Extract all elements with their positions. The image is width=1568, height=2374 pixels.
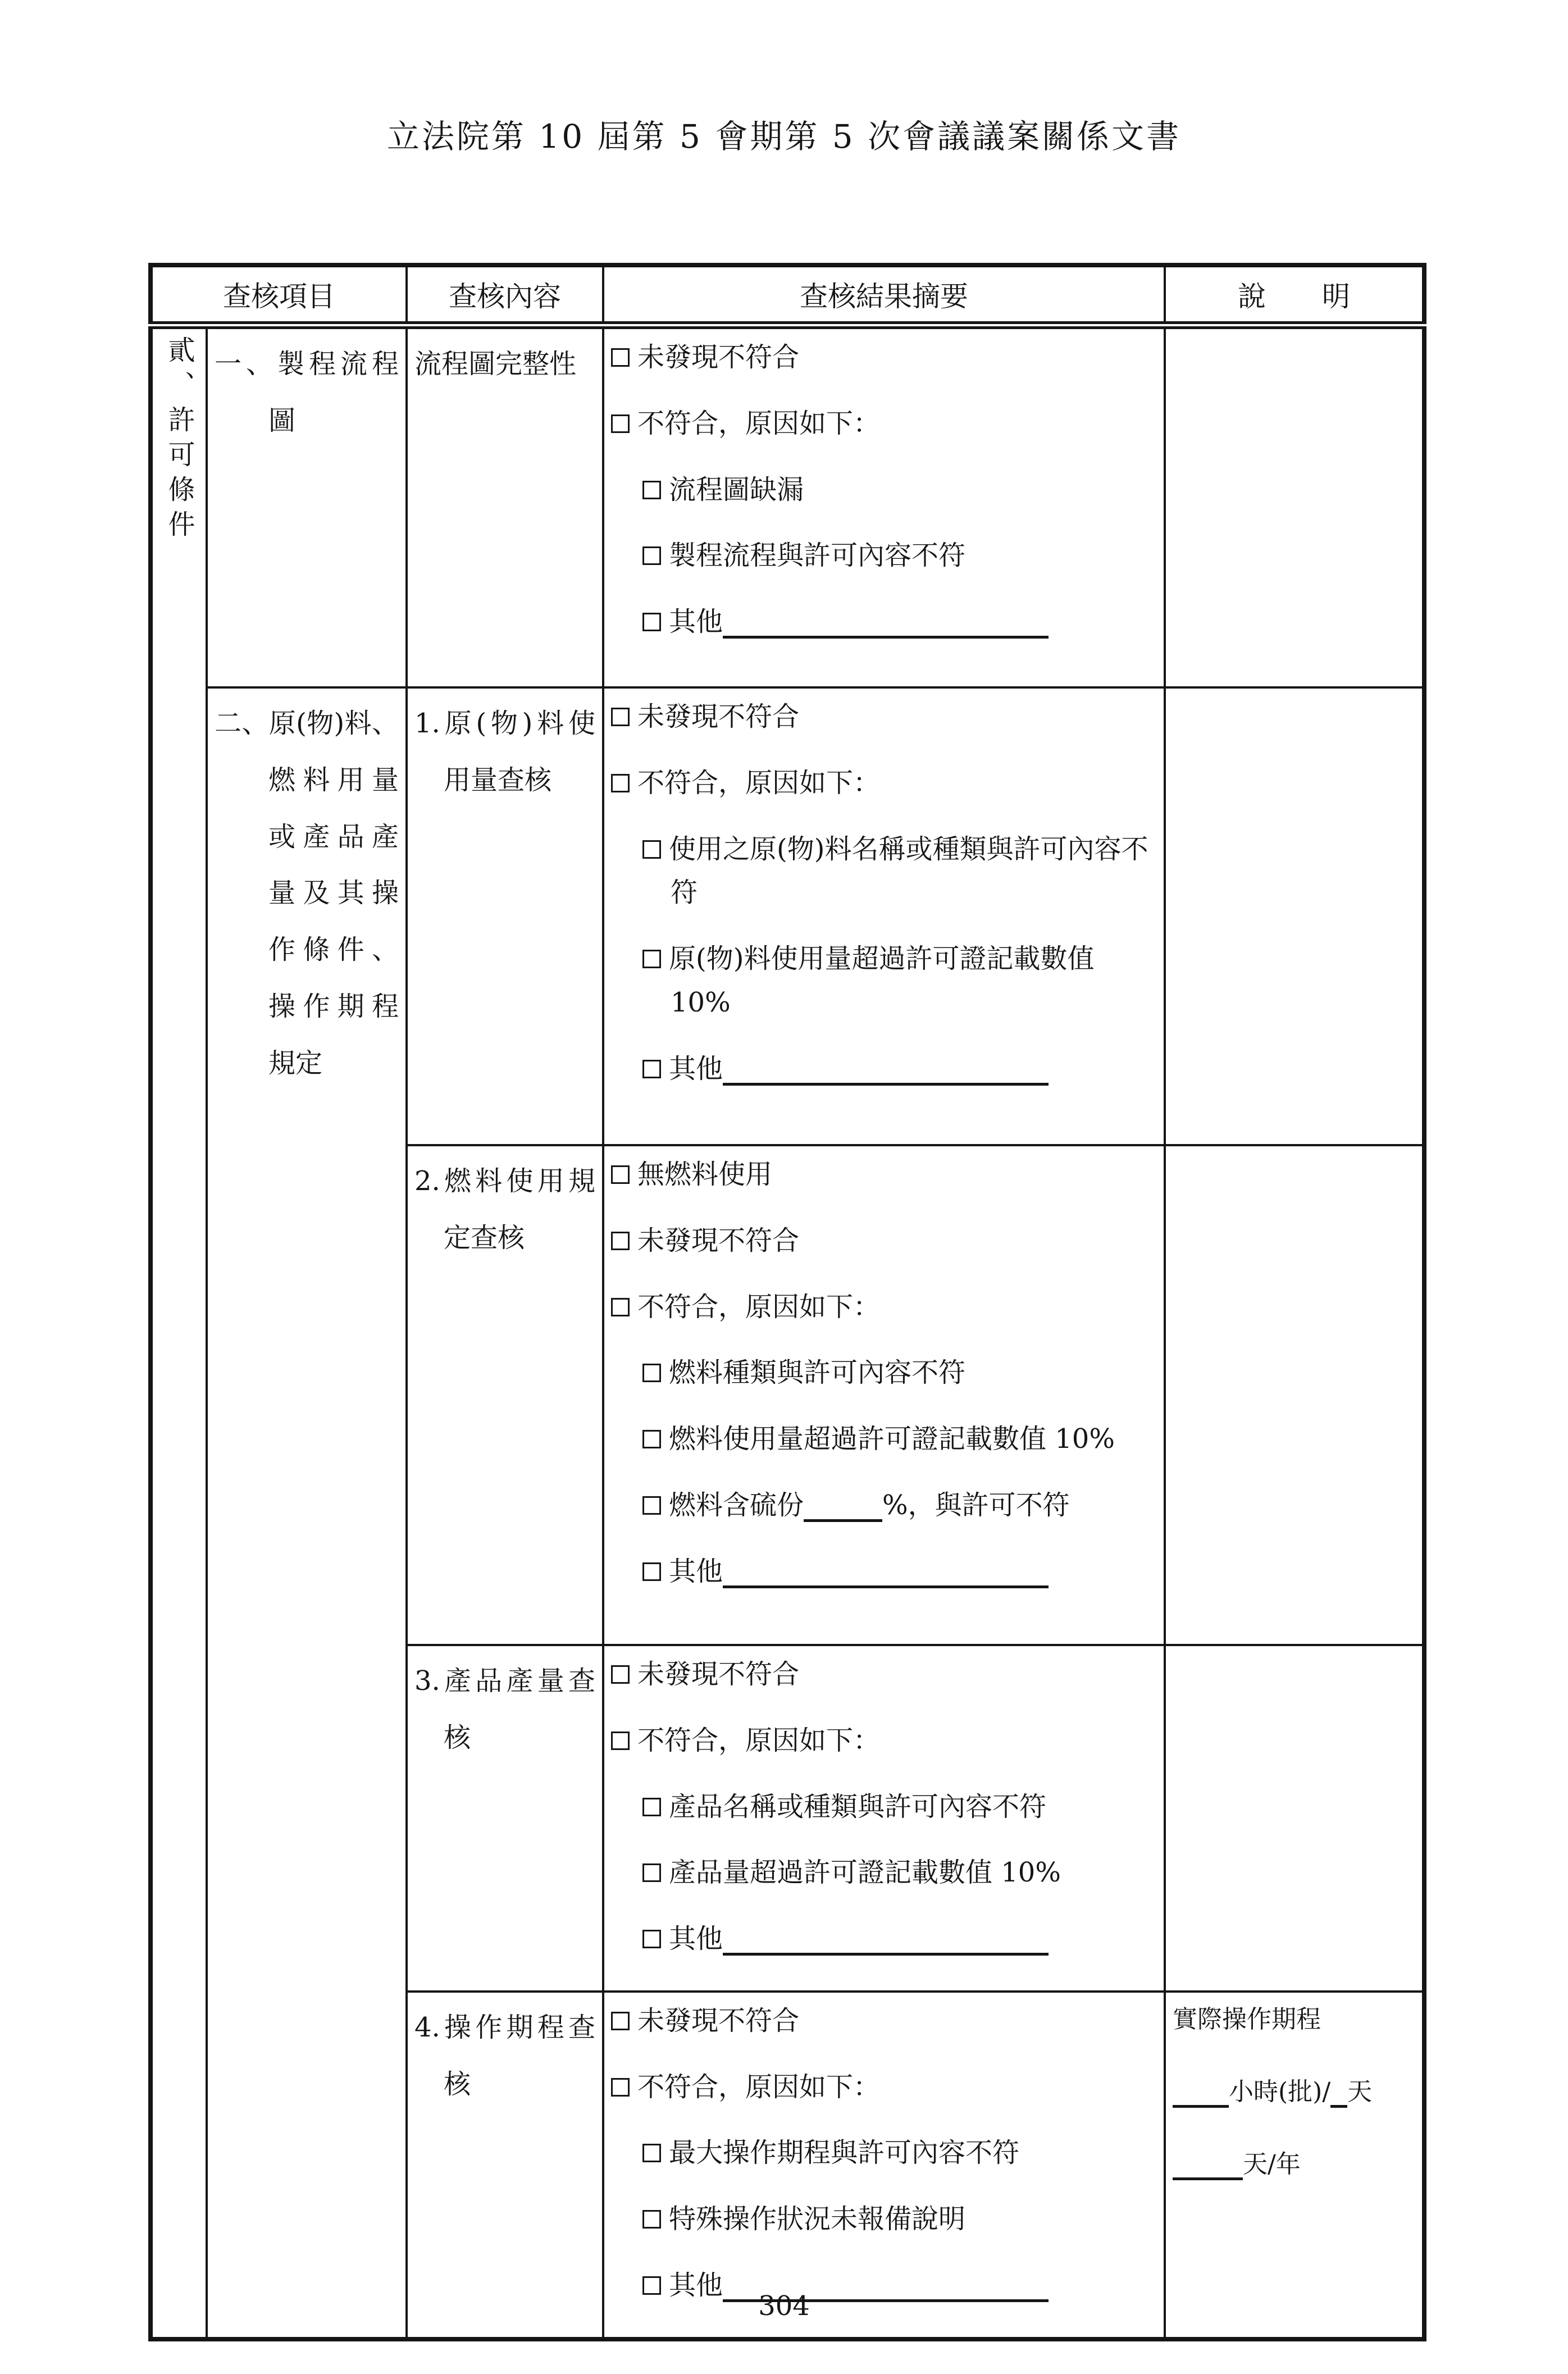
checkbox-icon <box>642 1562 661 1581</box>
checklist-item <box>611 695 1157 739</box>
checklist-text: 無燃料使用 <box>637 1159 773 1190</box>
checklist-text: 不符合，原因如下： <box>637 767 881 799</box>
checklist-item <box>611 1999 1157 2043</box>
checklist-text: 其他 <box>669 1923 723 1954</box>
checklist-item <box>611 762 1157 805</box>
checklist-text: 使用之原(物)料名稱或種類與許可內容不符 <box>669 833 1148 909</box>
fill-in-blank <box>1173 2151 1243 2180</box>
checklist-item <box>611 336 1157 380</box>
checklist-item <box>642 1785 1157 1829</box>
checklist-text: 產品量超過許可證記載數值 10% <box>669 1857 1061 1889</box>
checkbox-icon <box>611 1298 630 1316</box>
fill-in-blank <box>723 1559 1049 1588</box>
checkbox-icon <box>611 414 630 433</box>
inspection-content-text: 1.原(物)料使用量查核 <box>414 708 595 796</box>
section-label-cell <box>151 325 207 2339</box>
note-line <box>1173 1999 1415 2039</box>
checklist-text: 其他 <box>669 1052 723 1085</box>
page-number: 304 <box>758 2290 810 2322</box>
result-summary-cell <box>603 687 1165 1145</box>
checkbox-icon <box>611 1731 630 1750</box>
checklist-text: 其他 <box>669 606 723 637</box>
checklist-item <box>642 1351 1157 1395</box>
result-summary-cell <box>603 1992 1165 2339</box>
checklist-text: 其他 <box>669 1555 723 1587</box>
inspection-table <box>148 263 1426 2341</box>
checklist-item <box>642 1917 1157 1961</box>
checklist-text: 產品名稱或種類與許可內容不符 <box>669 1790 1047 1822</box>
checklist-text: 特殊操作狀況未報備說明 <box>669 2203 966 2235</box>
checklist-text: 未發現不符合 <box>637 2004 800 2036</box>
note-cell <box>1165 325 1424 687</box>
checklist-item <box>642 937 1157 1025</box>
checklist-item <box>642 1418 1157 1461</box>
checkbox-icon <box>611 1665 630 1684</box>
checklist-text: 其他 <box>669 2269 723 2301</box>
fill-in-blank <box>804 1493 882 1522</box>
checklist-item <box>611 1286 1157 1329</box>
checklist-text: 未發現不符合 <box>637 701 800 732</box>
fill-in-blank <box>1330 2079 1347 2108</box>
inspection-content-cell <box>407 1645 603 1992</box>
note-cell <box>1165 1645 1424 1992</box>
checkbox-icon <box>611 1165 630 1184</box>
header-inspection-content: 查核內容 <box>407 265 603 325</box>
inspection-content-text: 3.產品產量查核 <box>414 1665 595 1753</box>
checklist-item <box>642 600 1157 644</box>
checklist-text: 燃料種類與許可內容不符 <box>669 1357 966 1389</box>
checklist-item <box>642 1047 1157 1091</box>
inspection-content-cell <box>407 325 603 687</box>
document-title: 立法院第 10 屆第 5 會期第 5 次會議議案關係文書 <box>386 117 1182 156</box>
fill-in-blank <box>1173 2079 1229 2108</box>
checklist-item <box>642 534 1157 578</box>
checkbox-icon <box>642 613 661 631</box>
checkbox-icon <box>642 2210 661 2229</box>
checklist-item <box>611 1719 1157 1763</box>
checklist-text: 未發現不符合 <box>637 1224 800 1256</box>
table-header-row <box>151 265 1424 325</box>
note-line <box>1173 2144 1415 2184</box>
checklist-text: 燃料使用量超過許可證記載數值 10% <box>669 1423 1115 1455</box>
checklist-text: 未發現不符合 <box>637 341 800 373</box>
checkbox-icon <box>642 950 661 968</box>
section-label-vertical: 貳、許可條件 <box>163 336 195 545</box>
inspection-item-cell <box>207 325 407 687</box>
checkbox-icon <box>642 481 661 499</box>
checkbox-icon <box>642 1496 661 1515</box>
checkbox-icon <box>642 1430 661 1448</box>
checklist-text: 不符合，原因如下： <box>637 1724 881 1756</box>
header-result-summary: 查核結果摘要 <box>603 265 1165 325</box>
checkbox-icon <box>642 1863 661 1882</box>
header-inspection-item: 查核項目 <box>151 265 407 325</box>
checklist-text: 不符合，原因如下： <box>637 407 881 439</box>
inspection-content-cell <box>407 1145 603 1645</box>
checklist-text: 實際操作期程 <box>1173 2004 1321 2034</box>
checklist-text: 不符合，原因如下： <box>637 1291 881 1323</box>
checkbox-icon <box>611 774 630 792</box>
checklist-text: 天/年 <box>1243 2150 1301 2179</box>
checklist-item <box>642 2198 1157 2241</box>
checkbox-icon <box>611 2012 630 2030</box>
header-note: 說 明 <box>1165 265 1424 325</box>
checklist-text: %，與許可不符 <box>882 1489 1070 1521</box>
checklist-item <box>642 1851 1157 1895</box>
checklist-item <box>611 1219 1157 1263</box>
checkbox-icon <box>642 1364 661 1382</box>
checklist-item <box>642 1550 1157 1594</box>
checklist-item <box>642 828 1157 915</box>
checklist-text: 不符合，原因如下： <box>637 2071 881 2103</box>
checklist-item <box>642 1484 1157 1528</box>
inspection-content-cell <box>407 1992 603 2339</box>
checklist-text: 未發現不符合 <box>637 1658 800 1690</box>
result-summary-cell <box>603 1645 1165 1992</box>
checklist-text: 最大操作期程與許可內容不符 <box>669 2137 1020 2169</box>
checklist-text: 燃料含硫份 <box>669 1489 804 1521</box>
checkbox-icon <box>642 840 661 859</box>
fill-in-blank <box>723 1926 1049 1956</box>
checkbox-icon <box>642 1798 661 1816</box>
inspection-item-text: 二、原(物)料、燃料用量或產品產量及其操作條件、操作期程規定 <box>215 708 399 1079</box>
checkbox-icon <box>611 348 630 367</box>
note-cell <box>1165 1992 1424 2339</box>
note-line <box>1173 2072 1415 2112</box>
checklist-text: 小時(批)/ <box>1229 2077 1331 2107</box>
checkbox-icon <box>642 2144 661 2162</box>
result-summary-cell <box>603 325 1165 687</box>
checkbox-icon <box>611 2078 630 2097</box>
checklist-item <box>611 402 1157 446</box>
inspection-item-cell <box>207 687 407 2339</box>
checklist-text: 製程流程與許可內容不符 <box>669 540 966 572</box>
checklist-item <box>642 2131 1157 2175</box>
checkbox-icon <box>611 708 630 726</box>
checkbox-icon <box>642 1060 661 1078</box>
checklist-item <box>642 468 1157 512</box>
inspection-content-text: 4.操作期程查核 <box>414 2011 595 2100</box>
note-cell <box>1165 687 1424 1145</box>
fill-in-blank <box>723 1056 1049 1086</box>
inspection-content-text: 流程圖完整性 <box>414 348 577 380</box>
checkbox-icon <box>611 1232 630 1250</box>
checklist-item <box>611 2066 1157 2109</box>
inspection-item-text: 一、製程流程圖 <box>215 348 399 436</box>
table-row <box>151 325 1424 687</box>
checklist-item <box>611 1653 1157 1697</box>
checklist-text: 天 <box>1347 2077 1373 2107</box>
result-summary-cell <box>603 1145 1165 1645</box>
inspection-content-cell <box>407 687 603 1145</box>
fill-in-blank <box>723 609 1049 639</box>
inspection-content-text: 2.燃料使用規定查核 <box>414 1165 595 1254</box>
checklist-item <box>611 1153 1157 1197</box>
checklist-text: 原(物)料使用量超過許可證記載數值 10% <box>669 943 1095 1018</box>
checkbox-icon <box>642 546 661 565</box>
note-cell <box>1165 1145 1424 1645</box>
checklist-text: 流程圖缺漏 <box>669 473 804 505</box>
table-row <box>151 687 1424 1145</box>
checkbox-icon <box>642 1930 661 1948</box>
